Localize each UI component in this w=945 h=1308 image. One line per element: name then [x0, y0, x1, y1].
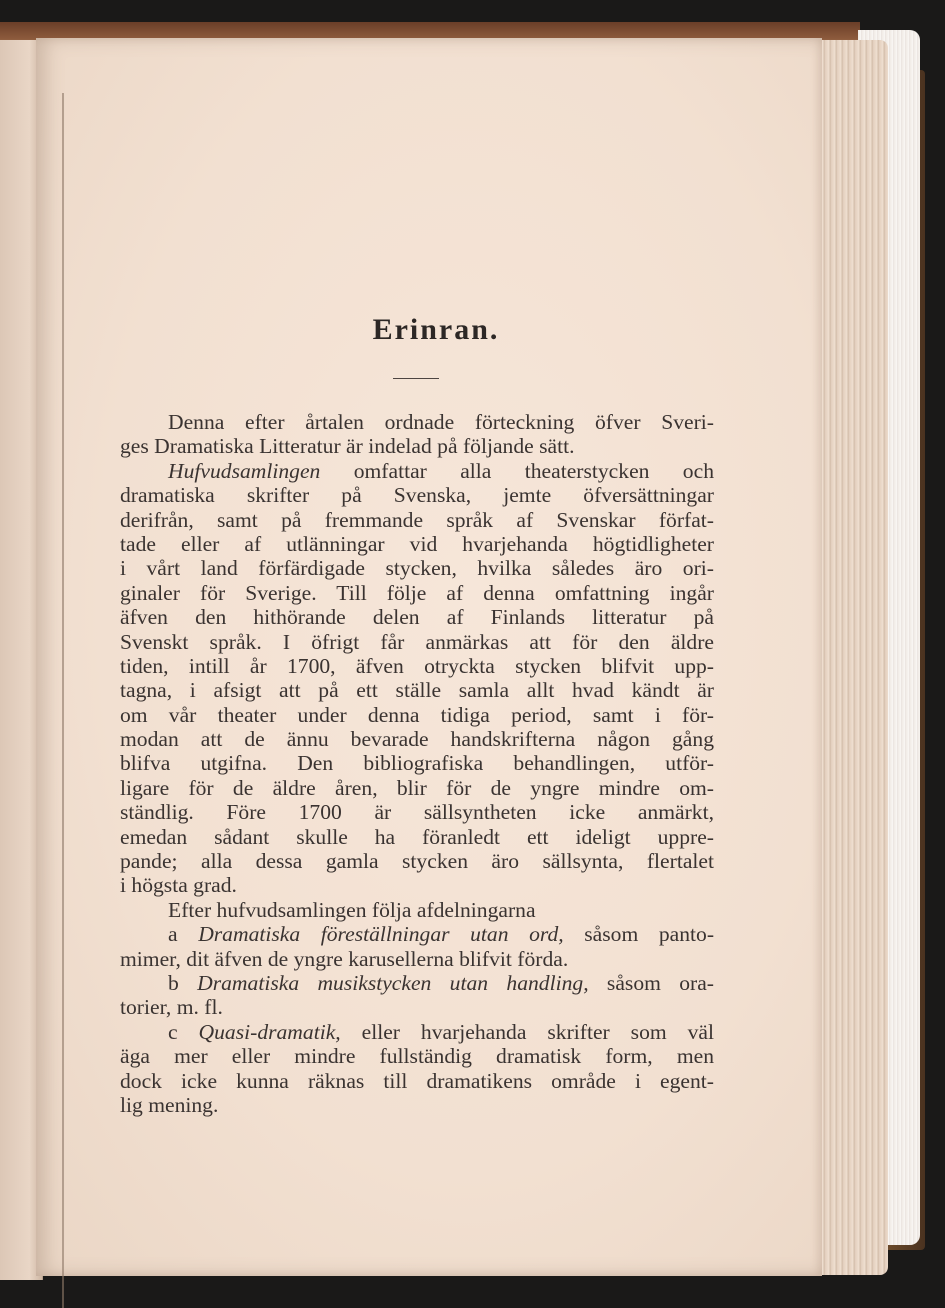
text-line: ligare för de äldre åren, blir för de yngre mindre om- — [120, 775, 714, 800]
text-line: ges Dramatiska Litteratur är indelad på följande sätt. — [120, 434, 575, 459]
text-run: eller hvarjehanda skrifter som väl — [340, 1019, 714, 1044]
text-line: tagna, i afsigt att på ett ställe samla allt hvad kändt är — [120, 678, 714, 703]
text-line: derifrån, samt på fremmande språk af Svenskar förfat- — [120, 507, 714, 532]
page-title: Erinran. — [372, 313, 500, 346]
text-run: a — [168, 922, 199, 947]
text-line: tade eller af utlänningar vid hvarjehanda högtidligheter — [120, 531, 714, 556]
italic-phrase: Dramatiska musikstycken utan handling, — [197, 970, 589, 995]
text-line — [120, 459, 714, 483]
text-run: såsom ora- — [588, 970, 715, 995]
gutter-fold — [62, 93, 64, 1308]
text-line: modan att de ännu bevarade handskrifterna någon gång — [120, 727, 714, 752]
book-page — [36, 38, 822, 1276]
body-text — [120, 410, 714, 1117]
text-line: ginaler för Sverige. Till följe af denna omfattning ingår — [120, 580, 714, 605]
text-line — [120, 922, 714, 946]
text-line: mimer, dit äfven de yngre karusellerna blifvit förda. — [120, 946, 569, 971]
text-line — [120, 971, 714, 995]
text-line: blifva utgifna. Den bibliografiska behandlingen, utför- — [120, 751, 714, 776]
text-line: Denna efter årtalen ordnade förteckning öfver Sveri- — [168, 410, 714, 434]
title-rule — [393, 378, 439, 379]
text-line: Efter hufvudsamlingen följa afdelningarna — [168, 897, 536, 922]
text-line: äfven den hithörande delen af Finlands litteratur på — [120, 605, 714, 630]
text-line: i vårt land förfärdigade stycken, hvilka således äro ori- — [120, 556, 714, 581]
text-line: dramatiska skrifter på Svenska, jemte öfversättningar — [120, 483, 714, 508]
text-line: ständlig. Före 1700 är sällsyntheten icke anmärkt, — [120, 800, 714, 825]
italic-phrase: Dramatiska föreställningar utan ord, — [198, 922, 564, 947]
text-line: emedan sådant skulle ha föranledt ett ideligt uppre- — [120, 824, 714, 849]
italic-phrase: Quasi-dramatik, — [198, 1019, 341, 1044]
text-run: omfattar alla theaterstycken och — [320, 458, 714, 483]
text-run: såsom panto- — [563, 922, 715, 947]
text-line: lig mening. — [120, 1092, 219, 1117]
text-line: dock icke kunna räknas till dramatikens område i egent- — [120, 1068, 714, 1093]
text-line: pande; alla dessa gamla stycken äro sällsynta, flertalet — [120, 849, 714, 874]
text-line: torier, m. fl. — [120, 995, 223, 1020]
text-line — [120, 1020, 714, 1044]
text-line: i högsta grad. — [120, 873, 237, 898]
text-line: äga mer eller mindre fullständig dramatisk form, men — [120, 1044, 714, 1069]
text-line: om vår theater under denna tidiga period, samt i för- — [120, 702, 714, 727]
text-run: b — [168, 970, 198, 995]
italic-phrase: Hufvudsamlingen — [168, 458, 321, 483]
text-run: c — [168, 1019, 199, 1044]
text-line: tiden, intill år 1700, äfven otryckta stycken blifvit upp- — [120, 653, 714, 678]
text-line: Svenskt språk. I öfrigt får anmärkas att för den äldre — [120, 629, 714, 654]
